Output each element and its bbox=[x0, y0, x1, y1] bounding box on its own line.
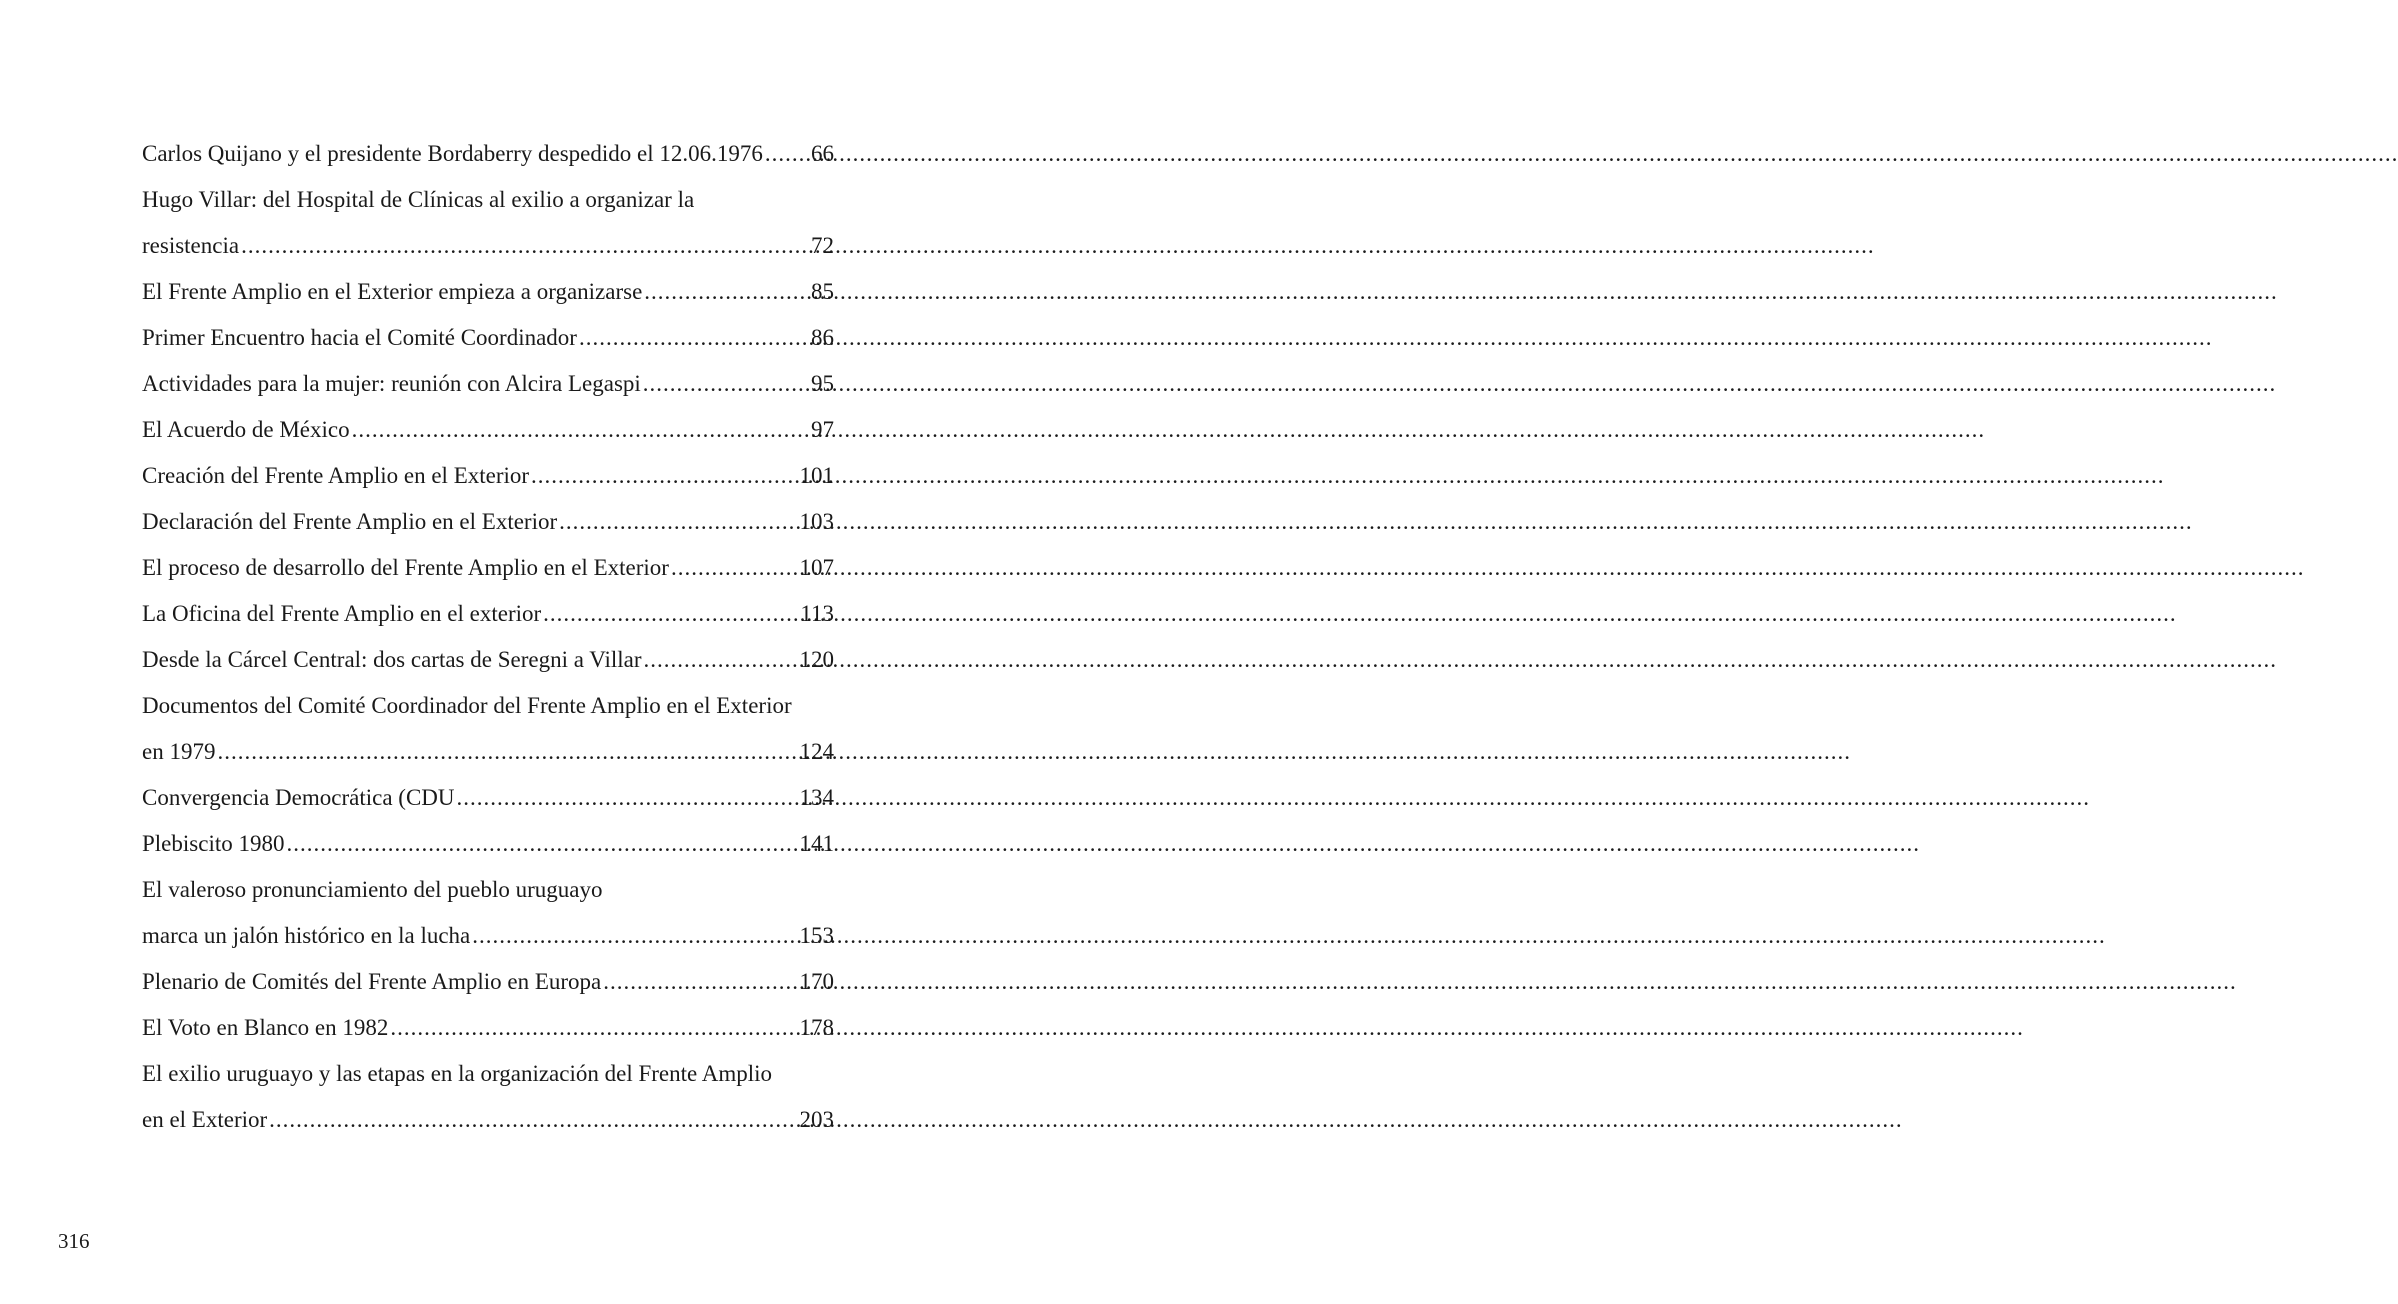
toc-entry-page-number: 178 bbox=[799, 1015, 834, 1040]
toc-entry-line bbox=[142, 177, 834, 223]
toc-entry-line bbox=[142, 407, 834, 453]
toc-entry-page-number: 103 bbox=[799, 509, 834, 534]
toc-entry-title: Plebiscito 1980 bbox=[142, 831, 285, 856]
toc-entry-title: Plenario de Comités del Frente Amplio en Europa bbox=[142, 969, 602, 994]
toc-entry-line bbox=[142, 913, 834, 959]
toc-entry-title: El proceso de desarrollo del Frente Amplio en el Exterior bbox=[142, 555, 669, 580]
toc-entry-page-number: 86 bbox=[811, 325, 834, 350]
toc-dot-leader bbox=[643, 361, 807, 407]
table-of-contents bbox=[142, 131, 834, 1143]
toc-entry-line bbox=[142, 729, 834, 775]
toc-entry-line bbox=[142, 223, 834, 269]
toc-entry-title: en 1979 bbox=[142, 739, 216, 764]
toc-entry-line bbox=[142, 683, 834, 729]
toc-entry-title: Primer Encuentro hacia el Comité Coordinador bbox=[142, 325, 577, 350]
toc-entry-line bbox=[142, 131, 834, 177]
toc-entry-page-number: 72 bbox=[811, 233, 834, 258]
toc-dot-leader bbox=[217, 729, 795, 775]
toc-entry-title: El Acuerdo de México bbox=[142, 417, 350, 442]
toc-entry-title: Carlos Quijano y el presidente Bordaberry despedido el 12.06.1976 bbox=[142, 141, 763, 166]
toc-entry-line bbox=[142, 775, 834, 821]
toc-dot-leader bbox=[579, 315, 807, 361]
toc-entry-title: La Oficina del Frente Amplio en el exterior bbox=[142, 601, 542, 626]
toc-dot-leader bbox=[457, 775, 796, 821]
toc-dot-leader bbox=[352, 407, 807, 453]
toc-entry-line bbox=[142, 821, 834, 867]
toc-entry-line bbox=[142, 315, 834, 361]
toc-dot-leader bbox=[603, 959, 795, 1005]
toc-entry-line bbox=[142, 867, 834, 913]
toc-entry-title: El Voto en Blanco en 1982 bbox=[142, 1015, 389, 1040]
toc-entry-line bbox=[142, 499, 834, 545]
toc-entry-line bbox=[142, 1005, 834, 1051]
toc-entry-line bbox=[142, 269, 834, 315]
toc-entry-line bbox=[142, 1097, 834, 1143]
toc-dot-leader bbox=[543, 591, 796, 637]
toc-entry-page-number: 153 bbox=[799, 923, 834, 948]
toc-entry-title: Convergencia Democrática (CDU bbox=[142, 785, 455, 810]
toc-entry-page-number: 66 bbox=[811, 141, 834, 166]
toc-dot-leader bbox=[644, 637, 796, 683]
toc-entry-title: El valeroso pronunciamiento del pueblo uruguayo bbox=[142, 877, 603, 902]
toc-dot-leader bbox=[644, 269, 807, 315]
toc-entry-page-number: 124 bbox=[799, 739, 834, 764]
toc-entry-page-number: 134 bbox=[799, 785, 834, 810]
toc-dot-leader bbox=[559, 499, 795, 545]
toc-entry-line bbox=[142, 361, 834, 407]
toc-entry-title: Documentos del Comité Coordinador del Frente Amplio en el Exterior bbox=[142, 693, 792, 718]
toc-entry-page-number: 141 bbox=[799, 831, 834, 856]
toc-entry-title: en el Exterior bbox=[142, 1107, 268, 1132]
toc-entry-line bbox=[142, 545, 834, 591]
toc-entry-title: Hugo Villar: del Hospital de Clínicas al exilio a organizar la bbox=[142, 187, 695, 212]
toc-entry-title: El exilio uruguayo y las etapas en la organización del Frente Amplio bbox=[142, 1061, 772, 1086]
toc-entry-title: resistencia bbox=[142, 233, 240, 258]
toc-dot-leader bbox=[286, 821, 795, 867]
toc-entry-page-number: 95 bbox=[811, 371, 834, 396]
toc-entry-line bbox=[142, 453, 834, 499]
toc-dot-leader bbox=[390, 1005, 795, 1051]
toc-entry-page-number: 97 bbox=[811, 417, 834, 442]
toc-entry-line bbox=[142, 637, 834, 683]
toc-dot-leader bbox=[765, 131, 807, 177]
toc-entry-title: Desde la Cárcel Central: dos cartas de Seregni a Villar bbox=[142, 647, 642, 672]
toc-dot-leader bbox=[472, 913, 795, 959]
page-number: 316 bbox=[58, 1229, 90, 1253]
toc-entry-page-number: 113 bbox=[800, 601, 834, 626]
toc-entry-line bbox=[142, 591, 834, 637]
toc-entry-page-number: 101 bbox=[799, 463, 834, 488]
toc-entry-title: Actividades para la mujer: reunión con Alcira Legaspi bbox=[142, 371, 641, 396]
toc-entry-title: Creación del Frente Amplio en el Exterior bbox=[142, 463, 530, 488]
toc-dot-leader bbox=[269, 1097, 795, 1143]
toc-entry-title: El Frente Amplio en el Exterior empieza a organizarse bbox=[142, 279, 643, 304]
toc-entry-page-number: 170 bbox=[799, 969, 834, 994]
toc-entry-title: Declaración del Frente Amplio en el Exterior bbox=[142, 509, 558, 534]
toc-entry-page-number: 85 bbox=[811, 279, 834, 304]
toc-entry-title: marca un jalón histórico en la lucha bbox=[142, 923, 471, 948]
toc-entry-page-number: 203 bbox=[799, 1107, 834, 1132]
toc-entry-line bbox=[142, 959, 834, 1005]
toc-entry-page-number: 107 bbox=[799, 555, 834, 580]
toc-entry-page-number: 120 bbox=[799, 647, 834, 672]
toc-dot-leader bbox=[241, 223, 807, 269]
toc-dot-leader bbox=[531, 453, 795, 499]
toc-entry-line bbox=[142, 1051, 834, 1097]
toc-dot-leader bbox=[671, 545, 796, 591]
